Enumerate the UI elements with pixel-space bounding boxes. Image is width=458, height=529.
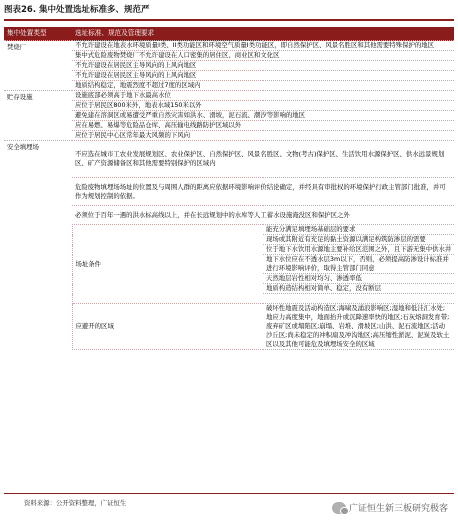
requirement-cell: 现场或其附近有充足的黏土资源以满足构筑防渗层的需要: [263, 235, 454, 245]
requirement-cell: 不允许建设在居民区主导风向的上风向地区: [72, 71, 454, 81]
table-row: [4, 225, 454, 235]
category-cell: 贮存设施: [4, 91, 72, 141]
table-row: [4, 178, 454, 206]
header-type: 集中处置类型: [4, 27, 72, 41]
table-row: [4, 131, 454, 141]
requirement-cell: 不允许建设在地表水环境质量I类、II类功能区和环境空气质量I类功能区，即自然保护区、风景名胜区和其他需要特殊保护的地区: [72, 41, 454, 51]
table-row: [4, 51, 454, 61]
footer-rule: [4, 493, 454, 494]
table-row: [4, 121, 454, 131]
requirement-cell: 地下水位应在不透水层3m以下，否则，必须提高防渗设计标准并进行环境影响评价，取得主管部门同意: [263, 255, 454, 274]
subcategory-cell: 场址条件: [72, 225, 263, 304]
figure-title: 图表26. 集中处置选址标准多、规范严: [4, 5, 150, 15]
table-row: [4, 206, 454, 225]
requirement-cell: 集中式危险废物焚烧厂不允许建设在人口密集的居住区、商业区和文化区: [72, 51, 454, 61]
table-row: [4, 101, 454, 111]
requirement-cell: 地质构造结构相对简单、稳定，没有断层: [263, 284, 454, 294]
category-cell: 焚烧厂: [4, 41, 72, 91]
standards-table: [4, 27, 454, 350]
table-row: [4, 81, 454, 91]
requirement-cell: 应在易燃、易爆等危险品仓库、高压输电线路防护区域以外: [72, 121, 454, 131]
table-header-row: [4, 27, 454, 41]
requirement-cell: 地质结构稳定，地震烈度不超过7度的区域内: [72, 81, 454, 91]
requirement-cell: 设施底部必须高于地下水最高水位: [72, 91, 454, 101]
header-content: 选址标准、规范及管理要求: [72, 27, 454, 41]
watermark: [332, 501, 448, 514]
subcategory-cell: 应避开的区域: [72, 304, 263, 350]
table-row: [4, 111, 454, 121]
requirement-cell: 应位于居民中心区常年最大风频的下风向: [72, 131, 454, 141]
watermark-text: 广证恒生新三板研究极客: [348, 504, 448, 514]
table-row: [4, 41, 454, 51]
wechat-icon: [332, 502, 346, 514]
table-row: [4, 61, 454, 71]
table-row: [4, 141, 454, 178]
requirement-cell: 必须位于百年一遇的洪水标高线以上，并在长远规划中的水库等人工蓄水设施淹没区和保护区之外: [72, 206, 454, 225]
requirement-cell: 避免建在溶洞区或易遭受严重自然灾害如洪水、滑坡，泥石流、潮汐等影响的地区: [72, 111, 454, 121]
requirement-cell: 不应选在城市工农业发展规划区、农业保护区、自然保护区、风景名胜区、文物(考古)保护区、生活饮用水源保护区、供水远景规划区、矿产资源储备区和其他需要特别保护的区域内: [72, 141, 454, 178]
requirement-cell: 应位于居民区800米外，地表水域150米以外: [72, 101, 454, 111]
table-row: [4, 71, 454, 81]
requirement-cell: 不允许建设在居民区主导风向的上风向地区: [72, 61, 454, 71]
title-rule: [4, 19, 454, 21]
table-row: [4, 304, 454, 350]
requirement-cell: 危险废物填埋场场址的位置及与周围人群的距离应依据环境影响评价结论确定，并经具有审批权的环境保护行政主管部门批准，并可作为规划控制的依据。: [72, 178, 454, 206]
requirement-cell: 天然地层岩性相对均匀、渗透率低: [263, 274, 454, 284]
requirement-cell: 位于地下水饮用水源地主要补给区范围之外，且下游无集中供水井: [263, 245, 454, 255]
source-note: 资料来源：公开资料整理，广证恒生: [24, 499, 127, 507]
table-body: [4, 41, 454, 350]
requirement-cell: 能充分满足填埋场基础层的要求: [263, 225, 454, 235]
category-cell: 安全填埋场: [4, 141, 72, 350]
requirement-cell: [263, 294, 454, 304]
table-row: [4, 91, 454, 101]
requirement-cell: 破坏性地震及活动构造区;海啸及涌浪影响区;湿地和低洼汇水处;地应力高度集中，地面抬升或沉降速率快的地区;石灰熔洞发育带;废弃矿区或塌陷区;崩塌、岩堆、滑坡区;山洪、泥石流地区;活动沙丘区;尚未稳定的冲积扇及冲沟地区;高压缩性淤泥、泥炭及软土区以及其他可能危及填埋场安全的区域: [263, 304, 454, 350]
